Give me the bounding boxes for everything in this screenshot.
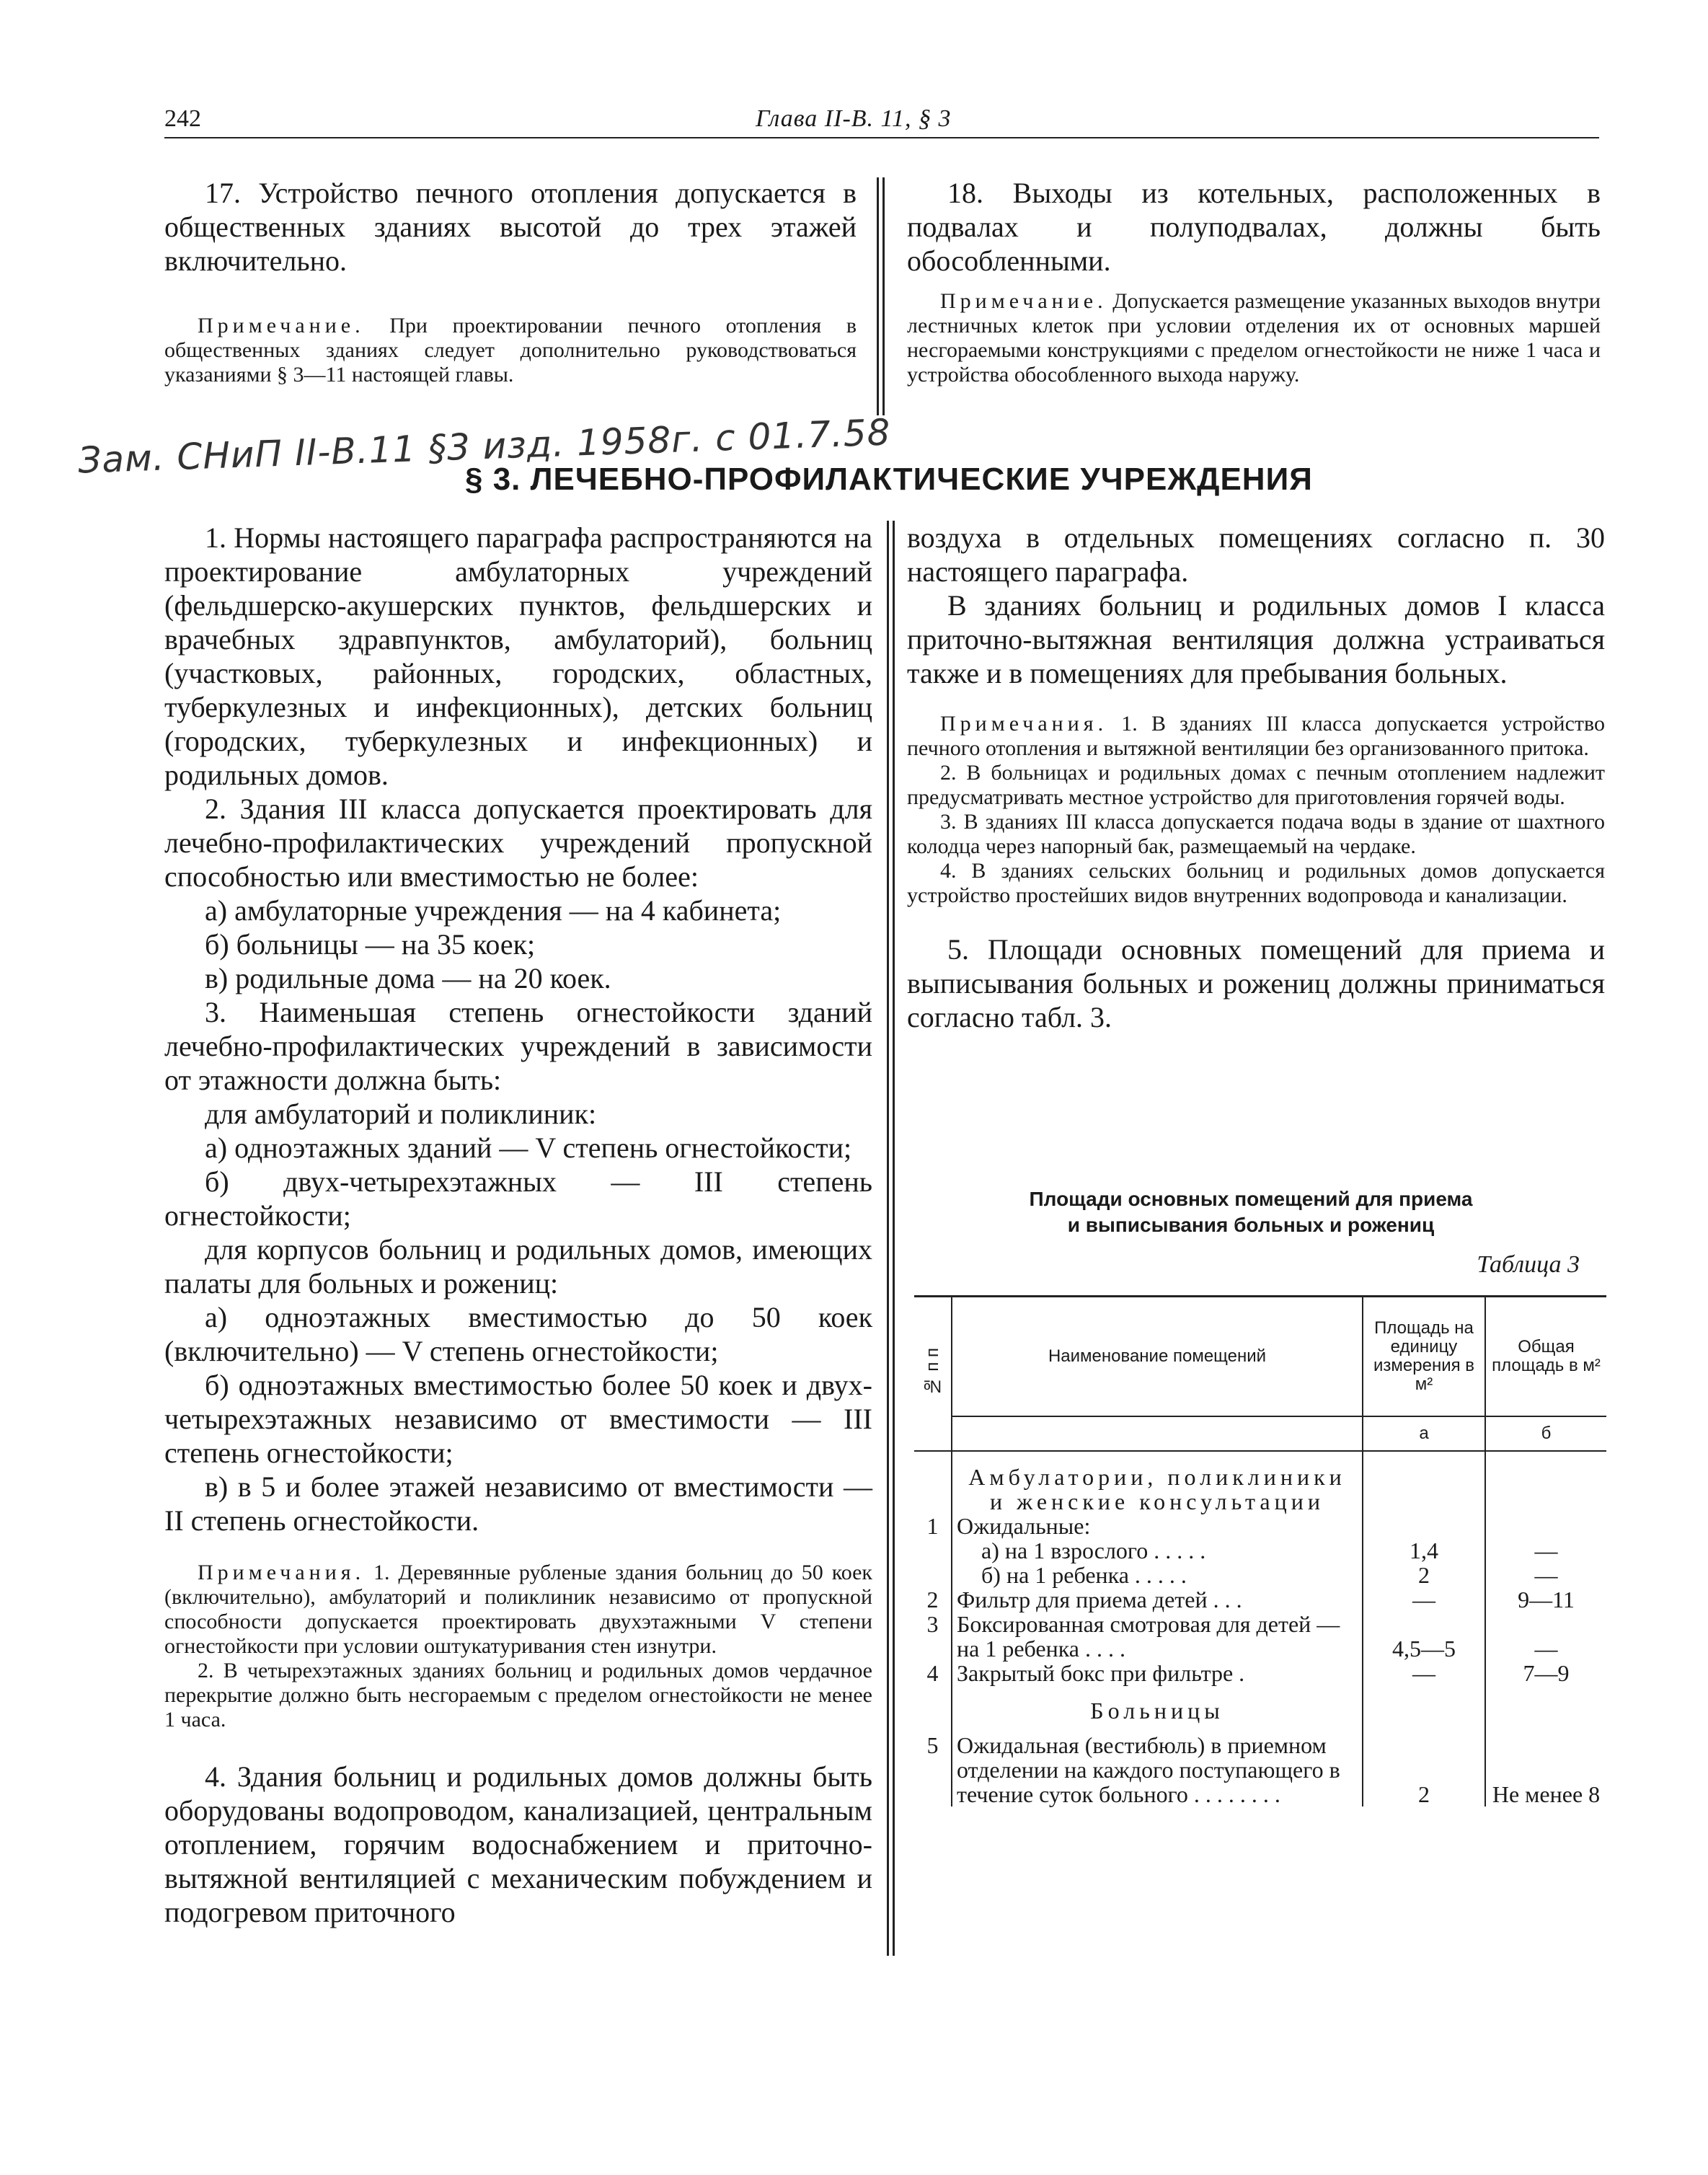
table-caption [944,1186,1557,1238]
table-label: Таблица 3 [1477,1251,1580,1278]
notes-label: Примечания. [940,712,1108,736]
table-row: а) на 1 взрослого . . . . . 1,4 — [914,1538,1606,1563]
paragraph-3-heading-1: для амбулаторий и поликлиник: [205,1098,597,1130]
column-divider-top [877,177,879,415]
note-label: Примечание. [198,314,365,338]
paragraph-4: 4. Здания больниц и родильных домов должны быть оборудованы водопроводом, канализацией, центральным отоплением, горячим водоснабжением и приточно-вытяжной вентиляцией с механическим побуждением и подогревом приточного [164,1760,872,1928]
note-label: Примечание. [940,289,1107,313]
table-caption-line-1: Площади основных помещений для приема [1029,1188,1473,1210]
item-17-block [164,176,857,387]
table-row: 5 Ожидальная (вестибюль) в приемном отделении на каждого поступающего в течение суток больного . . . . . . . . 2 Не менее 8 [914,1723,1606,1806]
right-column [907,521,1605,1034]
note-text: При проектировании печного отопления в общественных зданиях следует дополнительно руководствоваться указаниями § 3—11 настоящей главы. [164,314,857,387]
table-row [914,1685,1606,1723]
table-row: б) на 1 ребенка . . . . . 2 — [914,1563,1606,1587]
item-18-text: 18. Выходы из котельных, расположенных в подвалах и полуподвалах, должны быть обособленными. [907,177,1601,277]
page-header [164,101,1599,138]
paragraph-3d: б) одноэтажных вместимостью более 50 коек и двух-четырехэтажных независимо от вместимости — III степень огнестойкости; [164,1369,872,1469]
item-17-text: 17. Устройство печного отопления допускается в общественных зданиях высотой до трех этажей включительно. [164,177,857,277]
right-notes [907,712,1605,908]
column-header-name-blank [952,1416,1363,1451]
item-17-note [164,314,857,387]
column-header-b: Общая площадь в м² [1485,1297,1606,1416]
note-1: 1. Деревянные рубленые здания больниц до 50 коек (включительно), амбулаторий и поликлиник независимо от пропускной способности допускается проектировать двухэтажными V степени огнестойкости при условии оштукатуривания стен изнутри. [164,1561,872,1658]
column-sub-b: б [1485,1416,1606,1451]
table-caption-line-2: и выписывания больных и рожениц [1067,1214,1435,1236]
page-number: 242 [164,105,201,132]
paragraph-1: 1. Нормы настоящего параграфа распространяются на проектирование амбулаторных учреждений (фельдшерско-акушерских пунктов, фельдшерских и врачебных здравпунктов, амбулаторий), больниц (участковых, районных, городских, областных, туберкулезных и инфекционных), детских больниц (городских, туберкулезных и инфекционных) и родильных домов. [164,521,872,791]
column-header-name: Наименование помещений [952,1297,1363,1416]
group-heading: Больницы [952,1685,1363,1723]
paragraph-4-continued: воздуха в отдельных помещениях согласно п. 30 настоящего параграфа. [907,521,1605,588]
notes-label: Примечания. [198,1561,366,1584]
item-18-block [907,176,1601,387]
column-divider-bottom [887,521,889,1956]
paragraph-4b: В зданиях больниц и родильных домов I класса приточно-вытяжная вентиляция должна устраиваться также и в помещениях для пребывания больных. [907,589,1605,689]
column-sub-a: а [1363,1416,1485,1451]
left-column [164,521,872,1929]
column-divider-top-2 [882,177,885,415]
chapter-reference: Глава II-В. 11, § 3 [756,105,952,132]
paragraph-3c: а) одноэтажных вместимостью до 50 коек (включительно) — V степень огнестойкости; [164,1301,872,1367]
column-divider-bottom-2 [893,521,895,1956]
paragraph-2a: а) амбулаторные учреждения — на 4 кабинета; [205,894,782,927]
paragraph-3-heading-2: для корпусов больниц и родильных домов, имеющих палаты для больных и рожениц: [164,1233,872,1300]
group-heading: Амбулатории, поликлиники и женские консультации [952,1451,1363,1514]
note-2: 2. В четырехэтажных зданиях больниц и родильных домов чердачное перекрытие должно быть несгораемым с пределом огнестойкости не менее 1 часа. [164,1659,872,1731]
paragraph-2: 2. Здания III класса допускается проектировать для лечебно-профилактических учреждений пропускной способностью или вместимостью не более: [164,793,872,893]
paragraph-3a: а) одноэтажных зданий — V степень огнестойкости; [205,1131,852,1164]
note-3: 3. В зданиях III класса допускается подача воды в здание от шахтного колодца через напорный бак, размещаемый на чердаке. [907,810,1605,858]
paragraph-3b: б) двух-четырехэтажных — III степень огнестойкости; [164,1165,872,1232]
item-18-note [907,289,1601,387]
column-header-number: № п п [914,1297,952,1452]
table-row [914,1451,1606,1514]
note-4: 4. В зданиях сельских больниц и родильных домов допускается устройство простейших видов внутренних водопровода и канализации. [907,859,1605,907]
table-row: 1 Ожидальные: [914,1514,1606,1538]
table-row: 2 Фильтр для приема детей . . . — 9—11 [914,1587,1606,1612]
paragraph-5: 5. Площади основных помещений для приема и выписывания больных и рожениц должны приниматься согласно табл. 3. [907,933,1605,1033]
column-header-a: Площадь на единицу измерения в м² [1363,1297,1485,1416]
note-2: 2. В больницах и родильных домах с печным отоплением надлежит предусматривать местное устройство для приготовления горячей воды. [907,761,1605,809]
paragraph-3e: в) в 5 и более этажей независимо от вместимости — II степень огнестойкости. [164,1470,872,1537]
table-3 [914,1295,1606,1806]
section-title: § 3. ЛЕЧЕБНО-ПРОФИЛАКТИЧЕСКИЕ УЧРЕЖДЕНИЯ [465,462,1313,497]
paragraph-3: 3. Наименьшая степень огнестойкости зданий лечебно-профилактических учреждений в зависимости от этажности должна быть: [164,996,872,1096]
left-notes [164,1561,872,1732]
handwritten-annotation: Зам. СНиП II-В.11 §3 изд. 1958г. с 01.7.58 [77,411,892,482]
note-1: 1. В зданиях III класса допускается устройство печного отопления и вытяжной вентиляции без организованного притока. [907,712,1605,760]
table-row: 4 Закрытый бокс при фильтре . — 7—9 [914,1661,1606,1685]
paragraph-2b: б) больницы — на 35 коек; [205,928,536,961]
note-text: Допускается размещение указанных выходов внутри лестничных клеток при условии отделения их от основных маршей несгораемыми конструкциями с пределом огнестойкости не ниже 1 часа и устройства обособленного выхода наружу. [907,289,1601,387]
table-row: 3 Боксированная смотровая для детей — на 1 ребенка . . . . 4,5—5 — [914,1612,1606,1661]
paragraph-2c: в) родильные дома — на 20 коек. [205,962,611,994]
